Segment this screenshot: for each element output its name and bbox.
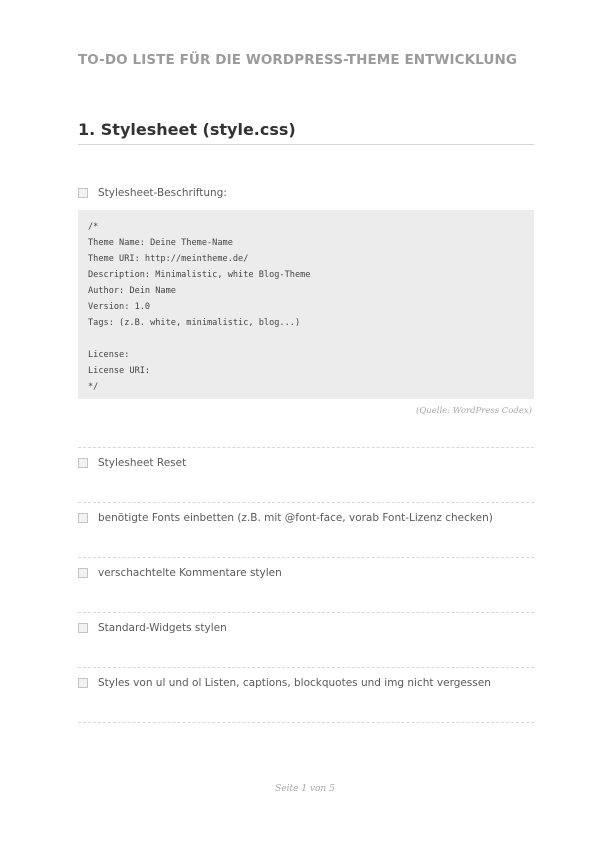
dashed-divider [78,447,534,448]
todo-item-stylesheet-reset[interactable] [78,457,186,469]
code-line: Author: Dein Name [88,286,176,296]
section-heading: 1. Stylesheet (style.css) [78,120,534,145]
todo-item-widgets[interactable] [78,622,227,634]
dashed-divider [78,612,534,613]
code-line: /* [88,222,99,232]
code-line [88,331,524,347]
document-title: TO-DO LISTE FÜR DIE WORDPRESS-THEME ENTWICKLUNG [78,52,518,68]
checkbox[interactable] [78,568,88,578]
code-line: Version: 1.0 [88,302,151,312]
dashed-divider [78,557,534,558]
checkbox[interactable] [78,188,88,198]
todo-item-stylesheet-label[interactable] [78,187,227,199]
checkbox[interactable] [78,458,88,468]
checkbox[interactable] [78,678,88,688]
source-note: (Quelle: WordPress Codex) [415,406,532,416]
todo-item-lists-styles[interactable] [78,677,491,689]
code-line: License: [88,350,130,360]
dashed-divider [78,667,534,668]
code-line: */ [88,382,99,392]
code-line: Tags: (z.B. white, minimalistic, blog...) [88,318,301,328]
checkbox[interactable] [78,623,88,633]
todo-item-label: benötigte Fonts einbetten (z.B. mit @font-face, vorab Font-Lizenz checken) [98,512,493,524]
dashed-divider [78,722,534,723]
code-line: Description: Minimalistic, white Blog-Theme [88,270,311,280]
todo-item-label: Stylesheet Reset [98,457,187,469]
todo-item-label: verschachtelte Kommentare stylen [98,567,282,579]
todo-item-fonts[interactable] [78,512,493,524]
dashed-divider [78,502,534,503]
code-line: License URI: [88,366,151,376]
todo-item-label: Stylesheet-Beschriftung: [98,187,227,199]
code-line: Theme Name: Deine Theme-Name [88,238,233,248]
page-number: Seite 1 von 5 [275,784,335,794]
todo-item-label: Standard-Widgets stylen [98,622,227,634]
code-line: Theme URI: http://meintheme.de/ [88,254,249,264]
checkbox[interactable] [78,513,88,523]
code-block [78,210,534,399]
todo-item-comments[interactable] [78,567,282,579]
todo-item-label: Styles von ul und ol Listen, captions, blockquotes und img nicht vergessen [98,677,491,689]
